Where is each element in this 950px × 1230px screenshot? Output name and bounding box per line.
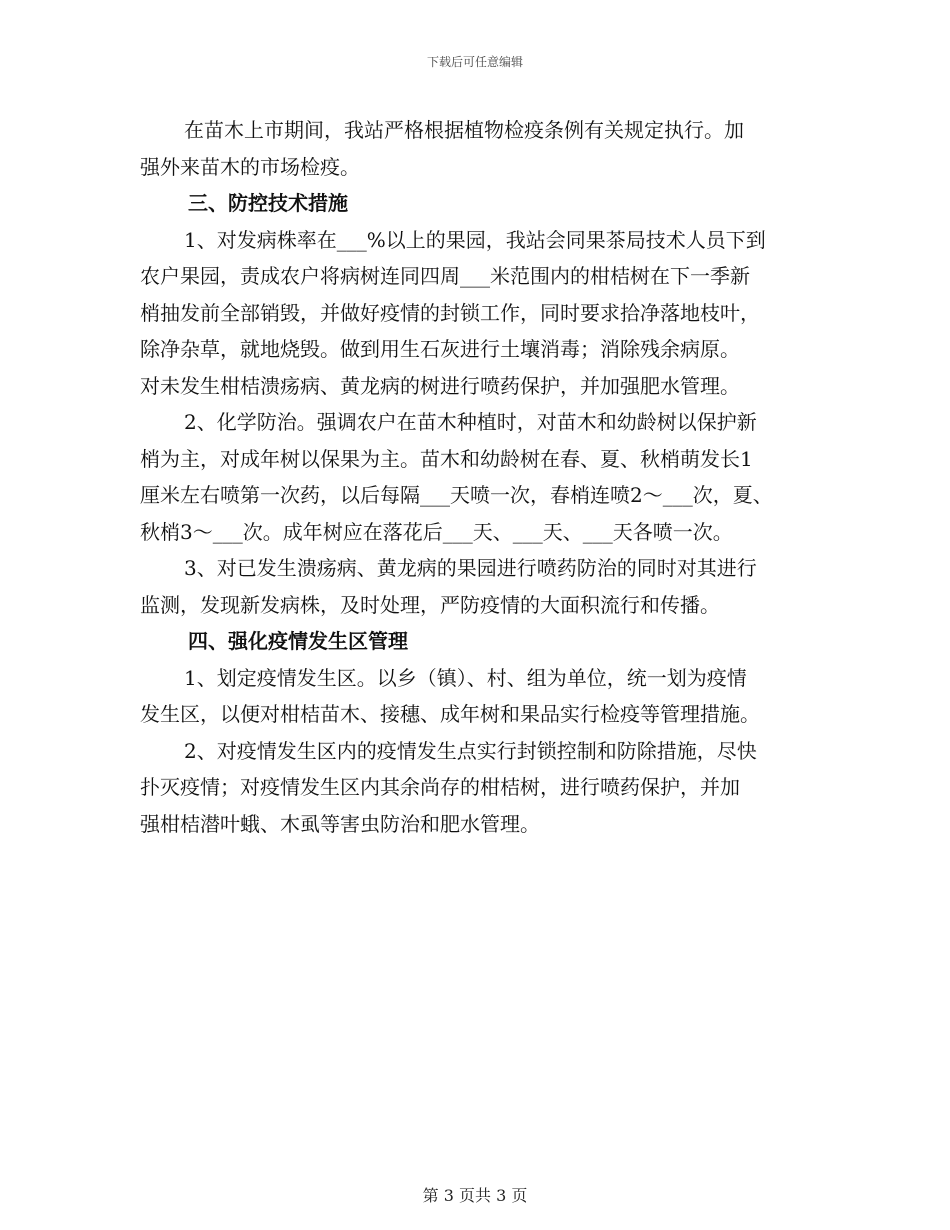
paragraph-line: 强柑桔潜叶蛾、木虱等害虫防治和肥水管理。 [140,811,540,836]
section-heading: 四、强化疫情发生区管理 [188,629,408,653]
paragraph-line: 1、划定疫情发生区。以乡（镇）、村、组为单位，统一划为疫情 [184,665,747,690]
paragraph-line: 厘米左右喷第一次药，以后每隔___天喷一次，春梢连喷2～___次，夏、 [140,483,773,507]
page-header: 下载后可任意编辑 [426,55,523,69]
paragraph-line: 发生区，以便对柑桔苗木、接穗、成年树和果品实行检疫等管理措施。 [140,702,760,726]
document-body [140,112,820,842]
page-number-footer: 第 3 页共 3 页 [422,1186,528,1205]
paragraph-line: 除净杂草，就地烧毁。做到用生石灰进行土壤消毒；消除残余病原。 [140,337,740,361]
paragraph-line: 扑灭疫情；对疫情发生区内其余尚存的柑桔树，进行喷药保护，并加 [140,775,740,799]
paragraph-line: 梢抽发前全部销毁，并做好疫情的封锁工作，同时要求拾净落地枝叶， [140,300,760,325]
paragraph-line: 秋梢3～___次。成年树应在落花后___天、___天、___天各喷一次。 [140,519,733,544]
paragraph-line: 3、对已发生溃疡病、黄龙病的果园进行喷药防治的同时对其进行 [184,556,757,580]
paragraph-line: 2、对疫情发生区内的疫情发生点实行封锁控制和防除措施，尽快 [184,738,757,763]
section-heading: 三、防控技术措施 [188,191,348,215]
paragraph-line: 2、化学防治。强调农户在苗木种植时，对苗木和幼龄树以保护新 [184,410,757,434]
paragraph-line: 监测，发现新发病株，及时处理，严防疫情的大面积流行和传播。 [140,592,720,617]
paragraph-line: 在苗木上市期间，我站严格根据植物检疫条例有关规定执行。加 [184,118,744,142]
paragraph-line: 对未发生柑桔溃疡病、黄龙病的树进行喷药保护，并加强肥水管理。 [140,373,740,398]
paragraph-line: 1、对发病株率在___%以上的果园，我站会同果茶局技术人员下到 [184,227,766,252]
paragraph-line: 梢为主，对成年树以保果为主。苗木和幼龄树在春、夏、秋梢萌发长1 [140,446,753,471]
paragraph-line: 农户果园，责成农户将病树连同四周___米范围内的柑桔树在下一季新 [140,264,750,288]
paragraph-line: 强外来苗木的市场检疫。 [140,154,360,179]
